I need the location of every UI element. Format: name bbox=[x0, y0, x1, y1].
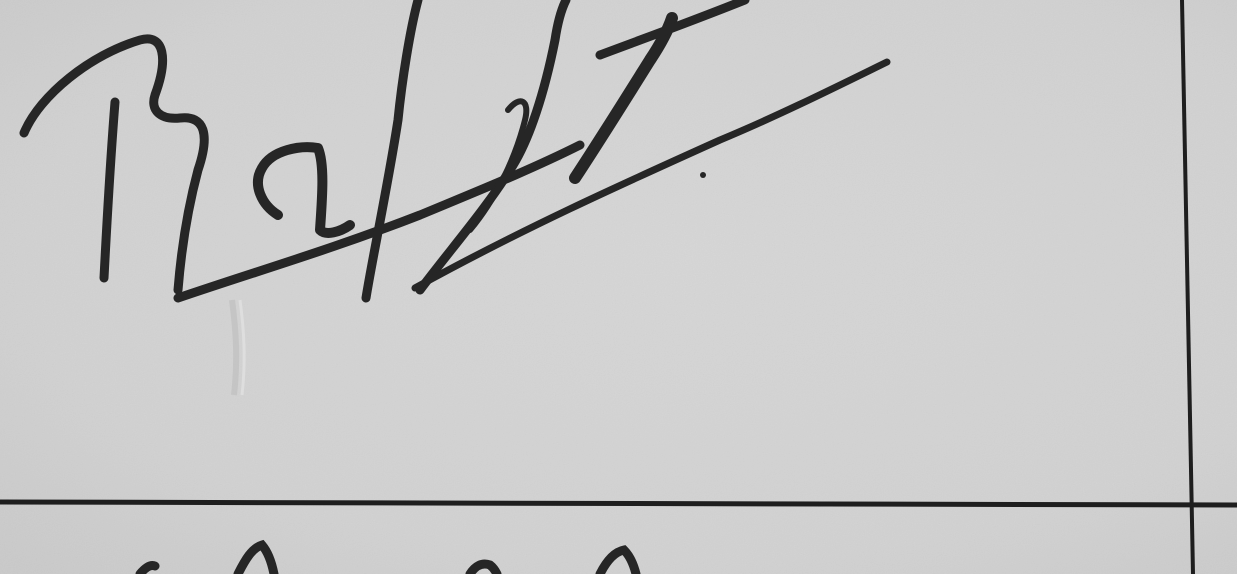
ink-dot bbox=[700, 172, 706, 178]
horizontal-rule-line bbox=[0, 502, 1237, 505]
